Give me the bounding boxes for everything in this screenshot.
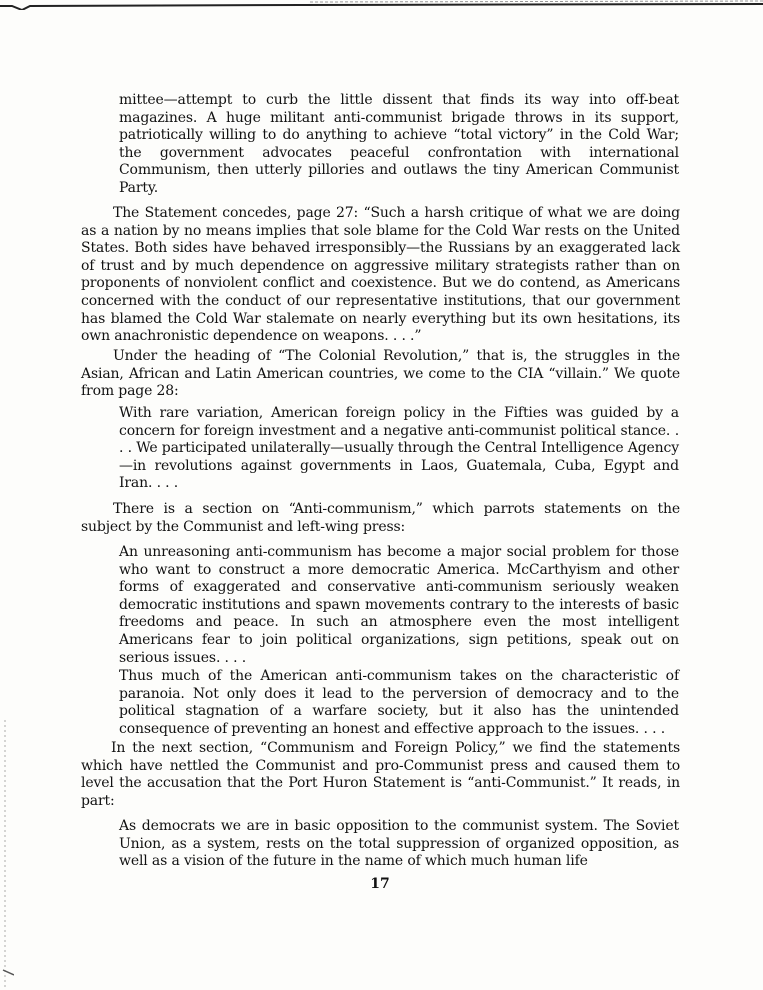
paragraph-colonial-revolution: Under the heading of “The Colonial Revolution,” that is, the struggles in the Asian, African and Latin American countries, we come to the CIA “villain.” We quote from page 28:	[81, 348, 680, 400]
blockquote-foreign-policy: With rare variation, American foreign policy in the Fifties was guided by a concern for foreign investment and a negative anti-communist political stance. . . . We participated unilaterally—usually through the Central Intelligence Agency—in revolutions against governments in Laos, Guatemala, Cuba, Egypt and Iran. . . .	[119, 405, 679, 492]
page-number: 17	[370, 876, 390, 892]
paragraph-communism-foreign-policy: In the next section, “Communism and Foreign Policy,” we find the statements which have nettled the Communist and pro-Communist press and caused them to level the accusation that the Port Huron Statement is “anti-Communist.” It reads, in part:	[81, 740, 680, 809]
paragraph-statement-concedes: The Statement concedes, page 27: “Such a harsh critique of what we are doing as a nation by no means implies that sole blame for the Cold War rests on the United States. Both sides have behaved irresponsibly—the Russians by an exaggerated lack of trust and by much dependence on aggressive military strategists rather than on proponents of nonviolent conflict and coexistence. But we do contend, as Americans concerned with the conduct of our representative institutions, that our government has blamed the Cold War stalemate on nearly everything but its own hesitations, its own anachronistic dependence on weapons. . . .”	[81, 205, 680, 345]
blockquote-paranoia: Thus much of the American anti-communism takes on the characteristic of paranoia. Not only does it lead to the perversion of democracy and to the political stagnation of a warfare society, but it also has the unintended consequence of preventing an honest and effective approach to the issues. . . .	[119, 668, 679, 737]
blockquote-democrats-opposition: As democrats we are in basic opposition to the communist system. The Soviet Union, as a system, rests on the total suppression of organized opposition, as well as a vision of the future in the name of which much human life	[119, 818, 679, 870]
paragraph-continuation: mittee—attempt to curb the little dissent that finds its way into off-beat magazines. A huge militant anti-communist brigade throws in its support, patriotically willing to do anything to achieve “total victory” in the Cold War; the government advocates peaceful confrontation with international Communism, then utterly pillories and outlaws the tiny American Communist Party.	[119, 92, 679, 196]
paragraph-anti-communism: There is a section on “Anti-communism,” which parrots statements on the subject by the Communist and left-wing press:	[81, 501, 680, 535]
blockquote-unreasoning-anti-communism: An unreasoning anti-communism has become a major social problem for those who want to construct a more democratic America. McCarthyism and other forms of exaggerated and conservative anti-communism seriously weaken democratic institutions and spawn movements contrary to the interests of basic freedoms and peace. In such an atmosphere even the most intelligent Americans fear to join political organizations, sign petitions, speak out on serious issues. . . .	[119, 544, 679, 666]
